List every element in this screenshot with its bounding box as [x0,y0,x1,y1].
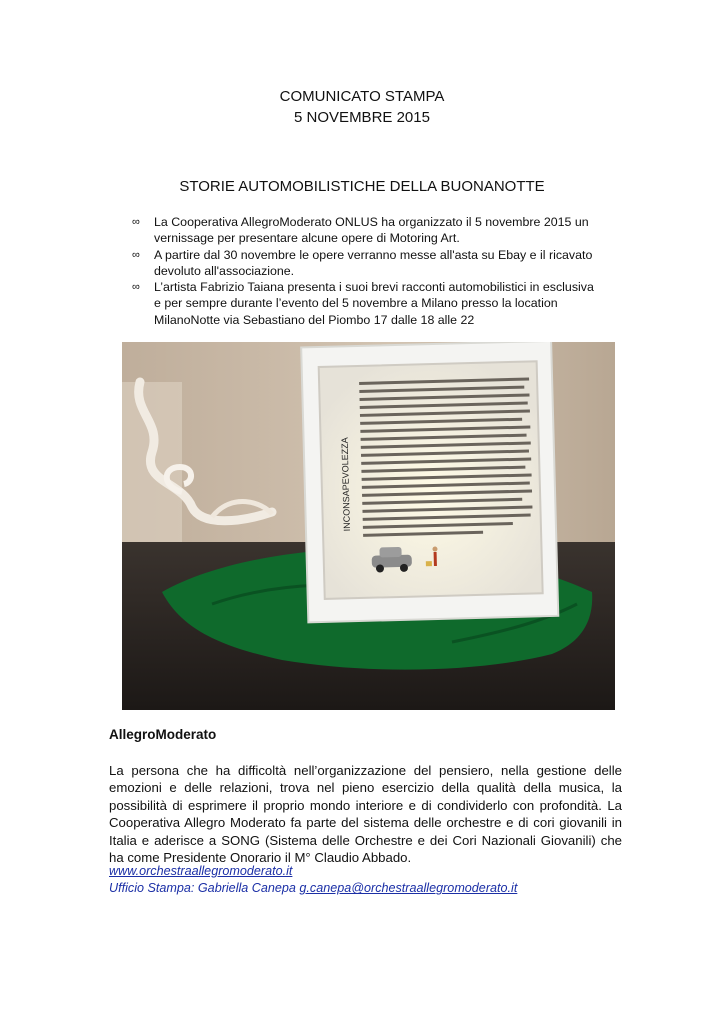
email-link[interactable]: g.canepa@orchestraallegromoderato.it [299,881,518,896]
document-title: STORIE AUTOMOBILISTICHE DELLA BUONANOTTE [179,178,545,195]
infinity-bullet-icon: ∞ [132,248,140,261]
header-date: 5 NOVEMBRE 2015 [294,109,430,126]
infinity-bullet-icon: ∞ [132,216,140,228]
bullet-item [132,214,602,247]
frame-label: INCONSAPEVOLEZZA [339,437,352,532]
section-heading: AllegroModerato [109,727,217,742]
artwork-photo [122,342,615,710]
bullet-text: A partire dal 30 novembre le opere verranno messe all'asta su Ebay e il ricavato devoluto all'associazione. [154,247,593,278]
bullet-item [132,279,602,328]
contact-links [109,863,629,898]
website-link[interactable]: www.orchestraallegromoderato.it [109,864,293,878]
bullet-list [132,214,602,328]
infinity-bullet-icon: ∞ [132,281,140,294]
bullet-text: L’artista Fabrizio Taiana presenta i suoi brevi racconti automobilistici in esclusiva e per sempre durante l’evento del 5 novembre a Milano presso la location MilanoNotte via Sebastiano del Piombo 17 dalle 18 alle 22 [154,280,594,327]
shadow-box-frame [301,342,558,622]
bullet-item [132,247,602,280]
header-line-1: COMUNICATO STAMPA [279,88,445,105]
press-release-header [0,86,724,128]
description-paragraph: La persona che ha difficoltà nell’organizzazione del pensiero, nella gestione delle emozioni e delle relazioni, trova nel pieno esercizio della qualità della musica, la possibilità di esprimere il proprio mondo interiore e di condividerlo con profondità. La Cooperativa Allegro Moderato fa parte del sistema delle orchestre e di cori giovanili in Italia e aderisce a SONG (Sistema delle Orchestre e dei Cori Nazionali Giovanili) che ha come Presidente Onorario il M° Claudio Abbado. [109,763,622,866]
bullet-text: La Cooperativa AllegroModerato ONLUS ha organizzato il 5 novembre 2015 un vernissage per presentare alcune opere di Motoring Art. [154,215,589,246]
press-office-label: Ufficio Stampa: Gabriella Canepa [109,881,296,896]
